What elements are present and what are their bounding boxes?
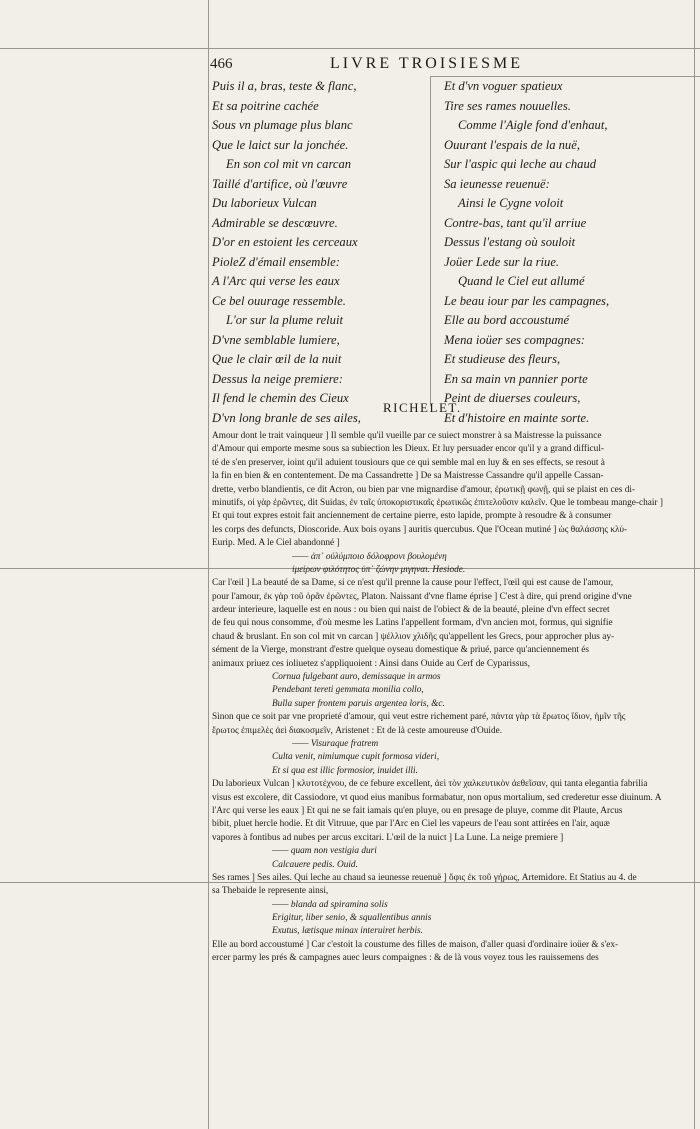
commentary-line: minutifs, οἱ γὰρ ἐρῶντες, dit Suidas, ἐν ταῖς ὑποκοριστικαῖς ἐρωτικῶς ἐπιτελοῦσιν καλεῖν. Que le tombeau mange-chair ] [212,497,664,508]
verse-line: Puis il a, bras, teste & flanc, [212,79,357,93]
verse-line: Elle au bord accoustumé [444,313,570,327]
commentary-line: Ses rames ] Ses ailes. Qui leche au chaud sa ieunesse reuenuë ] ὄφις ἐκ τοῦ γήρως, Artemidore. Et Statius au 4. de [212,872,637,883]
commentary-line: pour l'amour, ἐκ γὰρ τοῦ ὁρᾶν ἐρῶντες, Platon. Naissant d'vne flame éprise ] C'est à dire, qui prend origine d'vne [212,591,632,602]
verse-line: Contre-bas, tant qu'il arriue [444,215,587,230]
verse-line: Ainsi le Cygne voloit [458,196,564,210]
verse-line: Sous vn plumage plus blanc [212,118,353,132]
verse-line: Ouurant l'espais de la nuë, [444,137,580,152]
commentary-line: chaud & bruslant. En son col mit vn carcan ] ψέλλιον χλιδῆς qu'appellent les Grecs, pour approcher plus ay- [212,631,615,642]
commentary-title: RICHELET. [383,400,462,415]
verse-line: Le beau iour par les campagnes, [444,293,610,308]
quotation-line: ἱμείρων φιλότητος ὑπ᾽ ζώνην μιγηναι. Hesiode. [292,564,466,575]
right-vertical-rule [694,0,695,1129]
commentary-line: Du laborieux Vulcan ] κλυτοτέχνου, de ce febure excellent, ἀεὶ τὸν χαλκευτικὸν ἀεθεῖσαν, qui tanta elegantia fabrilia [212,779,648,790]
quotation-line: Cornua fulgebant auro, demissaque in armos [272,672,441,683]
verse-line: Et studieuse des fleurs, [444,352,561,366]
quotation-line: Bulla super frontem paruis argentea loris, &c. [272,698,445,709]
center-vertical-rule [430,76,431,406]
commentary-line: d'Amour qui emporte mesme sous sa subiection les Dieux. Et luy persuader encor qu'il y a grand difficul- [212,444,605,455]
verse-line: PioleZ d'émail ensemble: [212,254,340,269]
verse-line: Et sa poitrine cachée [212,98,319,113]
commentary-line: Eurip. Med. A le Ciel abandonné ] [212,538,340,549]
commentary-line: Elle au bord accoustumé ] Car c'estoit la coustume des filles de maison, d'aller quasi d'ordinaire ioüer & s'ex- [212,939,619,950]
commentary-line: té de s'en preserver, ioint qu'il aduient tousiours que ce qui semble mal en luy & en ses effects, se resout à [212,457,605,468]
commentary-line: bibit, pluet hercle hodie. Et dit Vitruue, que par l'Arc en Ciel les vapeurs de l'eau sont attirées en l'air, aquæ [212,819,610,830]
quotation-line: —— ἀπ᾽ οὐλύμποιο δόλοφρονι βουλομένη [292,551,447,562]
commentary-line: visus est excolere, dit Cassiodore, vt quod eius manibus formabatur, non opus mortalium, sed crederetur esse diuinum. A [212,792,662,803]
commentary-line: sa Thebaide le represente ainsi, [212,886,329,897]
page-number: 466 [210,56,233,72]
quotation-line: —— quam non vestigia duri [272,846,377,857]
verse-line: D'vne semblable lumiere, [212,332,340,347]
quotation-line: Et si qua est illic formosior, inuidet illi. [272,765,418,776]
quotation-line: —— blanda ad spiramina solis [272,899,388,910]
verse-line: Peint de diuerses couleurs, [444,391,581,405]
verse-line: L'or sur la plume reluit [226,313,343,327]
quotation-line: Calcauere pedis. Ouid. [272,859,358,870]
commentary-line: Sinon que ce soit par vne proprieté d'amour, qui veut estre richement paré, πάντα γὰρ τὰ ἔρωτος ἴδιον, ἡμῖν τῆς [212,712,626,723]
commentary-line: animaux priuez ces ioliuetez s'appliquoient : Ainsi dans Ouide au Cerf de Cyparissus, [212,658,530,669]
verse-line: Que le clair œil de la nuit [212,352,342,366]
verse-line: Tire ses rames nouuelles. [444,98,571,113]
verse-line: D'vn long branle de ses ailes, [212,410,361,425]
verse-line: Taillé d'artifice, où l'œuvre [212,176,348,191]
quotation-line: —— Visuraque fratrem [292,738,379,749]
verse-line: Quand le Ciel eut allumé [458,274,585,288]
quotation-line: Erigitur, liber senio, & squallentibus annis [272,913,432,924]
verse-line: Comme l'Aigle fond d'enhaut, [458,118,608,132]
verse-line: Que le laict sur la jonchée. [212,137,349,152]
verse-line: Et d'histoire en mainte sorte. [444,410,590,425]
commentary-line: Amour dont le trait vainqueur ] Il semble qu'il vueille par ce suiect monstrer à sa Maistresse la puissance [212,431,602,441]
verse-line: A l'Arc qui verse les eaux [212,274,340,288]
verse-line: En son col mit vn carcan [226,157,352,171]
commentary-line: vapores à fontibus ad nubes per arcus excitari. L'œil de la nuict ] La Lune. La neige premiere ] [212,832,564,843]
verse-line: Ce bel ouurage ressemble. [212,293,346,308]
left-vertical-rule [208,0,209,1129]
commentary-line: ardeur interieure, laquelle est en nous : ou bien qui naist de l'obiect & de la beauté, pleine d'vn effect secret [212,605,610,616]
commentary-line: la fin en bien & en contentement. De ma Cassandrette ] De sa Maistresse Cassandre qu'il appelle Cassan- [212,471,604,482]
verse-line: Admirable se descœuvre. [212,215,338,230]
quotation-line: Exutus, lætisque minax interuiret herbis. [272,926,423,937]
verse-line: Mena ioüer ses compagnes: [444,332,585,347]
verse-line: Sa ieunesse reuenuë: [444,176,550,191]
verse-line: Il fend le chemin des Cieux [212,391,349,405]
commentary-line: Et qui tout expres estoit fait anciennement de certaine pierre, esto lapide, prompte à resoudre & à consumer [212,511,612,522]
commentary-line: drette, verbo blandientis, ce dit Acron, ou bien par vne mignardise d'amour, ἐρωτικῇ φωνῇ, qui se plaist en ces di- [212,484,636,495]
poem-left-column [212,77,361,428]
verse-line: Sur l'aspic qui leche au chaud [444,157,597,171]
verse-line: D'or en estoient les cerceaux [212,235,358,249]
commentary-line: les corps des defuncts, Dioscoride. Aux bois oyans ] auritis quercubus. Que l'Ocean mutiné ] ὡς θαλάσσης κλύ- [212,524,628,535]
verse-line: En sa main vn pannier porte [444,371,588,386]
quotation-line: Pendebant tereti gemmata monilia collo, [272,685,424,696]
running-title: LIVRE TROISIESME [330,55,524,72]
commentary-line: de feu qui nous consomme, d'où mesme les Latins l'appellent formam, d'vn ancien mot, formus, qui signifie [212,618,613,629]
verse-line: Du laborieux Vulcan [212,196,317,210]
commentary-line: l'Arc qui verse les eaux ] Et qui ne se fait iamais qu'en pluye, ou en presage de pluye, comme dit Plaute, Arcus [212,805,623,816]
quotation-line: Culta venit, nimiumque cupit formosa videri, [272,752,440,763]
verse-line: Dessus l'estang où souloit [444,235,576,249]
verse-line: Et d'vn voguer spatieux [444,79,563,93]
verse-line: Dessus la neige premiere: [212,371,343,386]
commentary-line: sément de la Vierge, monstrant d'estre quelque oyseau domestique & priué, parce qu'anciennement és [212,645,590,656]
commentary-line: Car l'œil ] La beauté de sa Dame, si ce n'est qu'il prenne la cause pour l'effect, l'œil qui est cause de l'amour, [212,578,614,589]
commentary-line: ercer parmy les prés & campagnes auec leurs compaignes : & de là vous voyez tous les rauissemens des [212,953,599,964]
commentary-text [212,430,692,966]
verse-line: Joüer Lede sur la riue. [444,254,560,269]
poem-right-column [444,77,609,428]
top-rule [0,48,700,49]
commentary-line: ἔρωτος ἐπιμελὲς ἀεὶ διακοσμεῖν, Aristenet : Et de là ceste amoureuse d'Ouide. [212,725,503,736]
